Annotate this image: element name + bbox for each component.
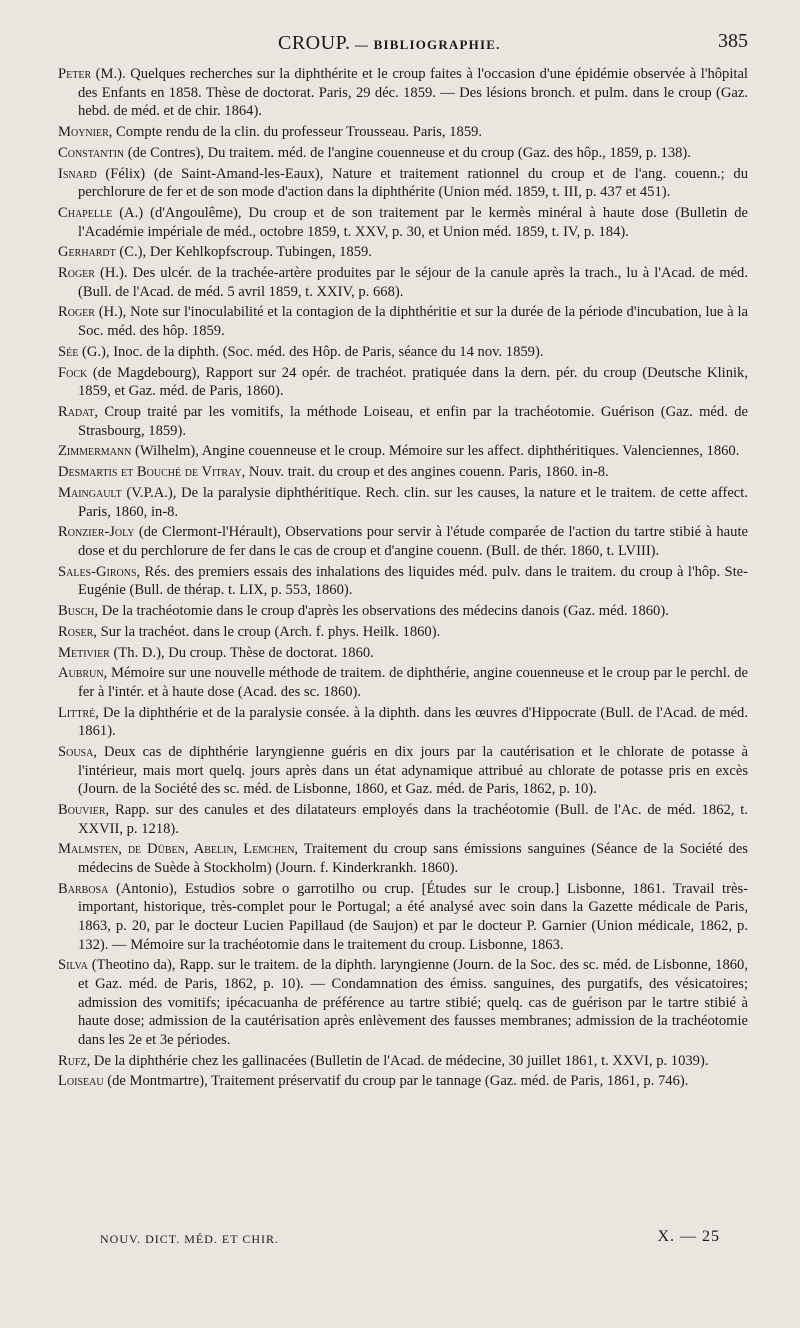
entry-text: (Antonio), Estudios sobre o garrotilho ou crup. [Études sur le croup.] Lisbonne, 1861. Travail très-important, historique, très-complet pour le Portugal; a été analysé avec soin dans la Gazette médicale de Paris, 1863, p. 20, par le docteur Lucien Papillaud (de Saujon) et par le docteur P. Garnier (Union médicale, 1862, p. 132). — Mémoire sur la trachéotomie dans le traitement du croup. Lisbonne, 1863. xyxy=(78,880,748,953)
entry-author: Roger (H.), xyxy=(58,304,127,321)
entry-text: Deux cas de diphthérie laryngienne guéris en dix jours par la cautérisation et le chlorate de potasse à l'intérieur, mais mort quelq. jours après dans un état adynamique attribué au chlorate de potasse pris en excès (Journ. de la Société des sc. méd. de Lisbonne, 1860, et Gaz. méd. de Paris, 1862, p. 10). xyxy=(78,744,748,798)
entry-text: De la diphthérie chez les gallinacées (Bulletin de l'Acad. de médecine, 30 juillet 1861, t. XXVI, p. 1039). xyxy=(90,1052,709,1069)
bibliography-entry xyxy=(58,644,748,663)
entry-author: Roser, xyxy=(58,623,97,640)
entry-author: Loiseau xyxy=(58,1073,104,1090)
entry-author: Moynier, xyxy=(58,123,113,140)
bibliography-entry xyxy=(58,65,748,121)
entry-author: Metivier xyxy=(58,644,110,661)
entry-text: (Th. D.), Du croup. Thèse de doctorat. 1860. xyxy=(109,644,374,661)
entry-text: Note sur l'inoculabilité et la contagion de la diphthéritie et sur la durée de la période d'incubation, lue à la Soc. méd. des hôp. 1859. xyxy=(78,304,748,340)
entry-text: De la trachéotomie dans le croup d'après les observations des médecins danois (Gaz. méd. 1860). xyxy=(98,603,669,620)
bibliography-entry xyxy=(58,144,748,163)
bibliography-entry xyxy=(58,523,748,560)
entry-text: (Wilhelm), Angine couenneuse et le croup. Mémoire sur les affect. diphthéritiques. Valenciennes, 1860. xyxy=(131,443,740,460)
bibliography-entry xyxy=(58,123,748,142)
bibliography-entry xyxy=(58,1072,748,1091)
entry-text: Traitement du croup sans émissions sanguines (Séance de la Société des médecins de Suède à Stockholm) (Journ. f. Kinderkrankh. 1860). xyxy=(78,841,748,877)
entry-author: Sales-Girons, xyxy=(58,563,141,580)
entry-text: (Félix) (de Saint-Amand-les-Eaux), Nature et traitement rationnel du croup et de l'ang. couenn.; du perchlorure de fer et de son mode d'action dans la diphthérite (Union méd. 1859, t. III, p. 437 et 451). xyxy=(78,165,748,201)
entry-text: Mémoire sur une nouvelle méthode de traitem. de diphthérie, angine couenneuse et le croup par le perchl. de fer à l'intér. et à haute dose (Acad. des sc. 1860). xyxy=(78,665,748,700)
entry-author: Fock xyxy=(58,364,88,381)
bibliography-entry xyxy=(58,165,748,202)
entry-author: Isnard xyxy=(58,165,97,182)
bibliography-entry xyxy=(58,1052,748,1071)
entry-author: Malmsten, de Düben, Abelin, Lemchen, xyxy=(58,841,299,858)
bibliography-entry xyxy=(58,364,748,401)
bibliography-entry xyxy=(58,484,748,521)
entry-author: Silva xyxy=(58,957,88,974)
entry-text: Croup traité par les vomitifs, la méthode Loiseau, et enfin par la trachéotomie. Guérison (Gaz. méd. de Strasbourg, 1859). xyxy=(78,403,748,439)
bibliography-entry xyxy=(58,303,748,340)
entry-text: Rés. des premiers essais des inhalations des liquides méd. pulv. dans le traitem. du croup à l'hôp. Ste-Eugénie (Bull. de thérap. t. LIX, p. 553, 1860). xyxy=(78,563,748,599)
entry-text: Nouv. trait. du croup et des angines couenn. Paris, 1860. in-8. xyxy=(245,464,609,481)
bibliography-entry xyxy=(58,343,748,362)
entry-text: De la diphthérie et de la paralysie consée. à la diphth. dans les œuvres d'Hippocrate (Bull. de l'Acad. de méd. 1861). xyxy=(78,704,748,740)
bibliography-entry xyxy=(58,956,748,1049)
bibliography-entry xyxy=(58,880,748,954)
entry-author: Radat, xyxy=(58,403,99,420)
entry-author: Desmartis et Bouché de Vitray, xyxy=(58,464,246,481)
title-sub: — BIBLIOGRAPHIE. xyxy=(350,37,501,52)
entry-text: Quelques recherches sur la diphthérite et le croup faites à l'occasion d'une épidémie observée à l'hôpital des Enfants en 1858. Thèse de doctorat. Paris, 29 déc. 1859. — Des lésions bronch. et pulm. dans le croup (Gaz. hebd. de méd. et de chir. 1864). xyxy=(78,66,748,120)
entry-author: Chapelle (A.) xyxy=(58,204,144,221)
title-main: CROUP. xyxy=(278,32,351,54)
entry-text: Inoc. de la diphth. (Soc. méd. des Hôp. de Paris, séance du 14 nov. 1859). xyxy=(109,343,544,360)
entry-text: Sur la trachéot. dans le croup (Arch. f. phys. Heilk. 1860). xyxy=(96,623,441,640)
bibliography-entry xyxy=(58,840,748,877)
entry-author: Busch, xyxy=(58,603,99,620)
entry-author: Bouvier, xyxy=(58,802,110,819)
bibliography-entry xyxy=(58,664,748,701)
bibliography-entry xyxy=(58,743,748,799)
footer-signature: NOUV. DICT. MÉD. ET CHIR. xyxy=(100,1232,280,1246)
bibliography-list xyxy=(58,65,748,1091)
bibliography-entry xyxy=(58,623,748,642)
entry-author: Maingault xyxy=(58,484,122,501)
entry-text: (V.P.A.), De la paralysie diphthéritique. Rech. clin. sur les causes, la nature et le traitem. de cette affect. Paris, 1860, in-8. xyxy=(78,484,748,520)
entry-author: Sousa, xyxy=(58,744,97,761)
bibliography-entry xyxy=(58,264,748,301)
entry-text: Rapp. sur des canules et des dilatateurs employés dans la trachéotomie (Bull. de l'Ac. de méd. 1862, t. XXVII, p. 1218). xyxy=(78,802,748,837)
entry-text: (de Montmartre), Traitement préservatif du croup par le tannage (Gaz. méd. de Paris, 1861, p. 746). xyxy=(103,1073,689,1090)
entry-author: Ronzier-Joly xyxy=(58,524,135,541)
entry-text: Compte rendu de la clin. du professeur Trousseau. Paris, 1859. xyxy=(112,123,483,140)
bibliography-entry xyxy=(58,704,748,741)
entry-text: Des ulcér. de la trachée-artère produites par le séjour de la canule après la trach., lu à l'Acad. de méd. (Bull. de l'Acad. de méd. 5 avril 1859, t. XXIV, p. 668). xyxy=(78,265,748,300)
bibliography-entry xyxy=(58,204,748,241)
entry-author: Constantin xyxy=(58,144,125,161)
entry-author: Gerhardt (C.), xyxy=(58,244,147,261)
entry-text: (d'Angoulême), Du croup et de son traitement par le kermès minéral à haute dose (Bulletin de l'Académie impériale de méd., octobre 1859, t. XXV, p. 30, et Union méd. 1859, t. IV, p. 184). xyxy=(78,204,748,240)
bibliography-entry xyxy=(58,602,748,621)
bibliography-entry xyxy=(58,801,748,838)
entry-author: Roger (H.). xyxy=(58,265,128,282)
bibliography-entry xyxy=(58,403,748,440)
entry-author: Barbosa xyxy=(58,880,109,897)
footer-volume-sheet: X. — 25 xyxy=(657,1228,720,1245)
bibliography-entry xyxy=(58,442,748,461)
bibliography-entry xyxy=(58,243,748,262)
entry-text: (de Magdebourg), Rapport sur 24 opér. de trachéot. pratiquée dans la dern. pér. du croup (Deutsche Klinik, 1859, et Gaz. méd. de Paris, 1860). xyxy=(78,364,748,400)
page-number: 385 xyxy=(718,30,748,52)
entry-text: (Theotino da), Rapp. sur le traitem. de la diphth. laryngienne (Journ. de la Soc. des sc. méd. de Lisbonne, 1860, et Gaz. méd. de Paris, 1862, p. 10). — Condamnation des émiss. sanguines, des purgatifs, des vésicatoires; admission des vomitifs; ipécacuanha de préférence au tartre stibié; quelq. cas de guérison par le tartre stibié à haute dose; admission de la cautérisation après enlèvement des fausses membranes; admission de la trachéotomie dans les 2e et 3e périodes. xyxy=(78,957,748,1048)
entry-author: Sée (G.), xyxy=(58,343,110,360)
entry-text: (de Contres), Du traitem. méd. de l'angine couenneuse et du croup (Gaz. des hôp., 1859, p. 138). xyxy=(124,144,691,161)
entry-author: Peter (M.). xyxy=(58,66,126,82)
bibliography-entry xyxy=(58,463,748,482)
entry-author: Littré, xyxy=(58,704,99,721)
running-header xyxy=(58,28,748,63)
entry-author: Aubrun, xyxy=(58,665,108,682)
entry-author: Rufz, xyxy=(58,1052,91,1069)
entry-text: Der Kehlkopfscroup. Tubingen, 1859. xyxy=(146,244,372,261)
entry-text: (de Clermont-l'Hérault), Observations pour servir à l'étude comparée de l'action du tartre stibié à haute dose et du perchlorure de fer dans le cas de croup et d'angine couenn. (Bull. de thér. 1860, t. LVIII). xyxy=(78,524,748,559)
page-footer xyxy=(100,1228,740,1252)
running-title xyxy=(278,32,501,55)
entry-author: Zimmermann xyxy=(58,443,132,460)
bibliography-entry xyxy=(58,563,748,600)
